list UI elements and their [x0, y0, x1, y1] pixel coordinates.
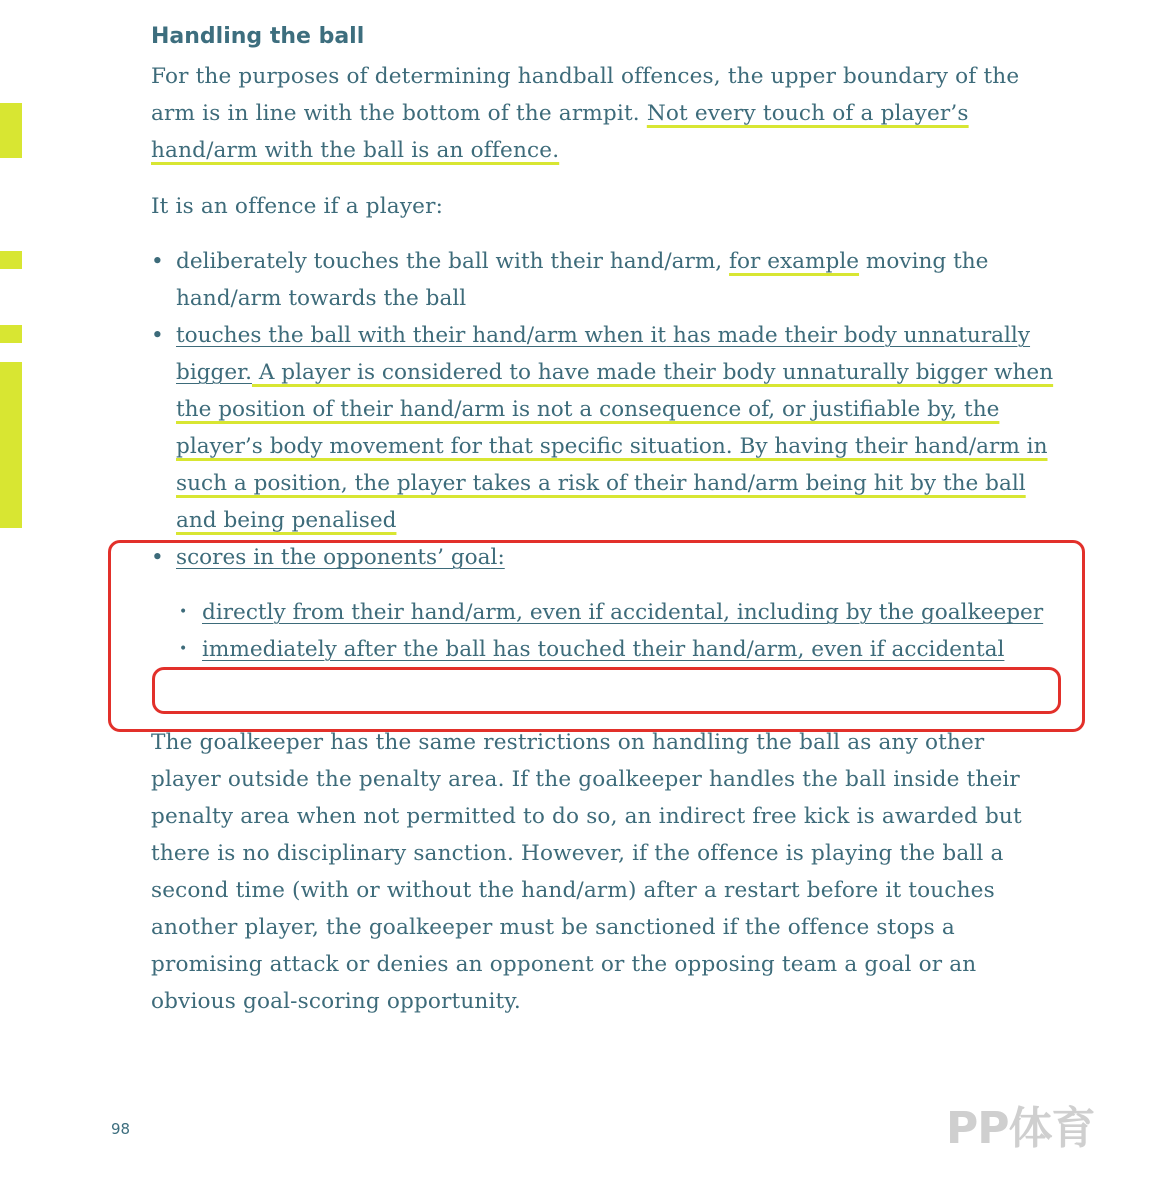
bullet: • — [151, 545, 164, 570]
underlined-text: directly from their hand/arm, even if accidental, including by the goalkeeper — [202, 600, 1044, 625]
bullet: • — [151, 249, 164, 274]
bullet: • — [151, 323, 164, 348]
goalkeeper-paragraph: The goalkeeper has the same restrictions on handling the ball as any other player outside the penalty area. If the goalkeeper handles the ball inside their penalty area when not permitted to do so, an indirect free kick is awarded but there is no disciplinary sanction. However, if the offence is playing the ball a second time (with or without the hand/arm) after a restart before it touches another player, the goalkeeper must be sanctioned if the offence stops a promising attack or denies an opponent or the opposing team a goal or an obvious goal-scoring opportunity. — [151, 730, 1022, 1014]
highlight-text: for example — [729, 249, 860, 274]
margin-marker — [0, 103, 22, 158]
underlined-text: scores in the opponents’ goal: — [176, 545, 505, 570]
margin-marker — [0, 325, 22, 343]
bullet: • — [179, 604, 188, 620]
annotation-box-inner — [152, 667, 1061, 714]
watermark-logo: PP体育 — [946, 1103, 1095, 1154]
underlined-text: immediately after the ball has touched their hand/arm, even if accidental — [202, 637, 1005, 662]
highlight-text: A player is considered to have made their body unnaturally bigger when the position of their hand/arm is not a consequence of, or justifiable by, the player’s body movement for that specific situation. By having their hand/arm in such a position, the player takes a risk of their hand/arm being hit by the ball and being penalised — [176, 360, 1054, 533]
list-item — [151, 317, 1061, 539]
list-item: • deliberately touches the ball with their hand/arm, for example moving the hand/arm towards the ball — [151, 243, 1061, 317]
offence-list — [151, 243, 1061, 576]
intro-text: For the purposes of determining handball offences, the upper boundary of the arm is in line with the bottom of the armpit. — [151, 64, 1020, 126]
offence-intro: It is an offence if a player: — [151, 194, 444, 219]
intro-paragraph — [151, 58, 1061, 169]
intro-highlight: Not every touch of a player’s hand/arm with the ball is an offence. — [151, 101, 969, 163]
margin-marker — [0, 251, 22, 269]
section-heading: Handling the ball — [151, 24, 365, 49]
bullet: • — [179, 641, 188, 657]
underlined-text: touches the ball with their hand/arm when it — [176, 323, 667, 348]
page-number: 98 — [111, 1120, 131, 1138]
margin-marker — [0, 362, 22, 528]
underlined-text: has made their body unnaturally bigger. — [176, 323, 1031, 385]
